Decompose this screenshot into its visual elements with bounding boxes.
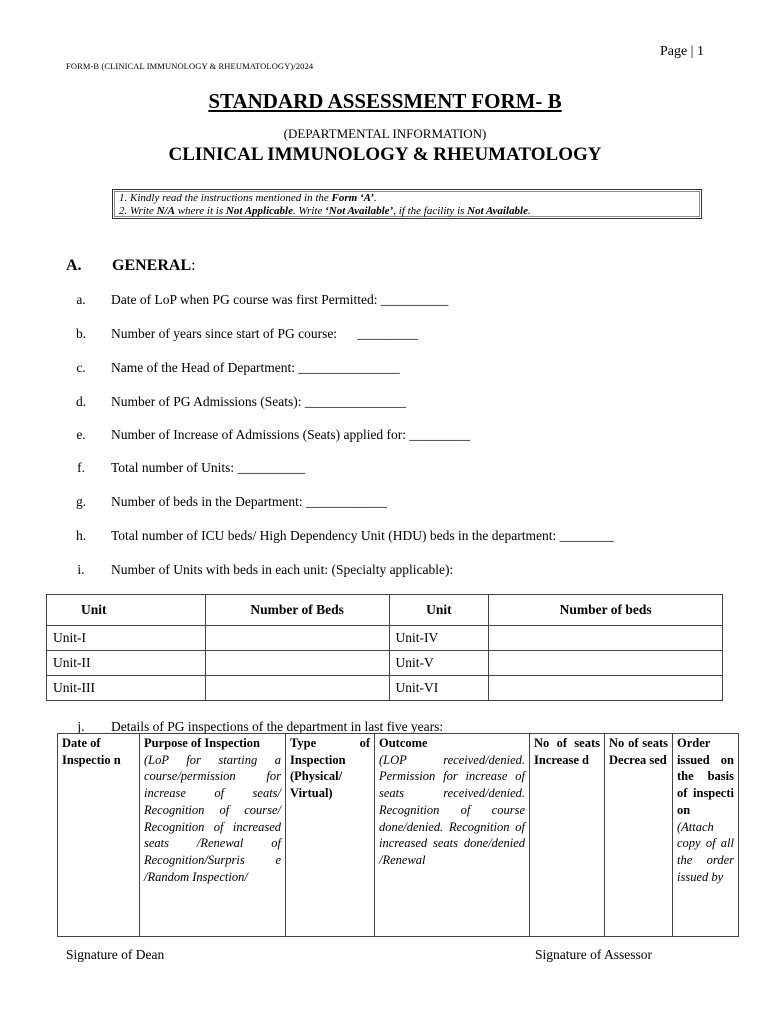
instructions-box: [112, 189, 702, 219]
table-row: [47, 651, 723, 676]
table-header-row: [58, 734, 739, 937]
signature-assessor: Signature of Assessor: [535, 947, 652, 962]
table-cell[interactable]: [205, 626, 389, 651]
table-cell[interactable]: [489, 651, 723, 676]
page-number: Page | 1: [659, 44, 704, 59]
page-subtitle: (DEPARTMENTAL INFORMATION): [283, 126, 487, 141]
table-cell[interactable]: [489, 676, 723, 701]
inspection-col-type: Type of Inspection (Physical/ Virtual): [286, 734, 375, 937]
table-cell: Unit-V: [389, 651, 489, 676]
signature-dean: Signature of Dean: [66, 947, 165, 962]
instruction-line-1: 1. Kindly read the instructions mentioned in the Form ‘A’.: [119, 192, 377, 204]
inspection-col-outcome: Outcome (LOP received/denied. Permission for increase of seats received/denied. Recognition of course done/denied. Recognition of increased seats done/denied /Renewal: [375, 734, 530, 937]
table-cell: Unit-I: [47, 626, 206, 651]
table-cell: Unit-IV: [389, 626, 489, 651]
instruction-line-2: 2. Write N/A where it is Not Applicable. Write ‘Not Available’, if the facility is Not Available.: [119, 205, 531, 217]
page-title: STANDARD ASSESSMENT FORM- B: [208, 89, 562, 113]
table-row: [47, 676, 723, 701]
inspection-col-seats-increased: No of seats Increase d: [530, 734, 605, 937]
table-header-cell: Unit: [389, 595, 489, 626]
section-letter: A.: [66, 257, 82, 274]
inspection-table: [57, 733, 739, 937]
table-cell: Unit-III: [47, 676, 206, 701]
table-header-row: [47, 595, 723, 626]
table-cell: Unit-II: [47, 651, 206, 676]
table-header-cell: Number of Beds: [205, 595, 389, 626]
table-header-cell: Number of beds: [489, 595, 723, 626]
units-table: [46, 594, 723, 701]
table-header-cell: Unit: [47, 595, 206, 626]
table-cell[interactable]: [489, 626, 723, 651]
table-cell[interactable]: [205, 676, 389, 701]
inspection-col-seats-decreased: No of seats Decrea sed: [605, 734, 673, 937]
table-row: [47, 626, 723, 651]
inspection-col-date: Date of Inspectio n: [58, 734, 140, 937]
inspection-col-purpose: Purpose of Inspection (LoP for starting a course/permission for increase of seats/ Recognition of course/ Recognition of increased seats /Renewal of Recognition/Surpris e /Random Inspection/: [140, 734, 286, 937]
table-cell[interactable]: [205, 651, 389, 676]
table-cell: Unit-VI: [389, 676, 489, 701]
form-code: FORM-B (CLINICAL IMMUNOLOGY & RHEUMATOLOGY)/2024: [66, 61, 314, 71]
section-title: GENERAL:: [112, 257, 196, 274]
department-title: CLINICAL IMMUNOLOGY & RHEUMATOLOGY: [168, 144, 602, 165]
inspection-col-order: Order issued on the basis of inspecti on (Attach copy of all the order issued by: [673, 734, 739, 937]
